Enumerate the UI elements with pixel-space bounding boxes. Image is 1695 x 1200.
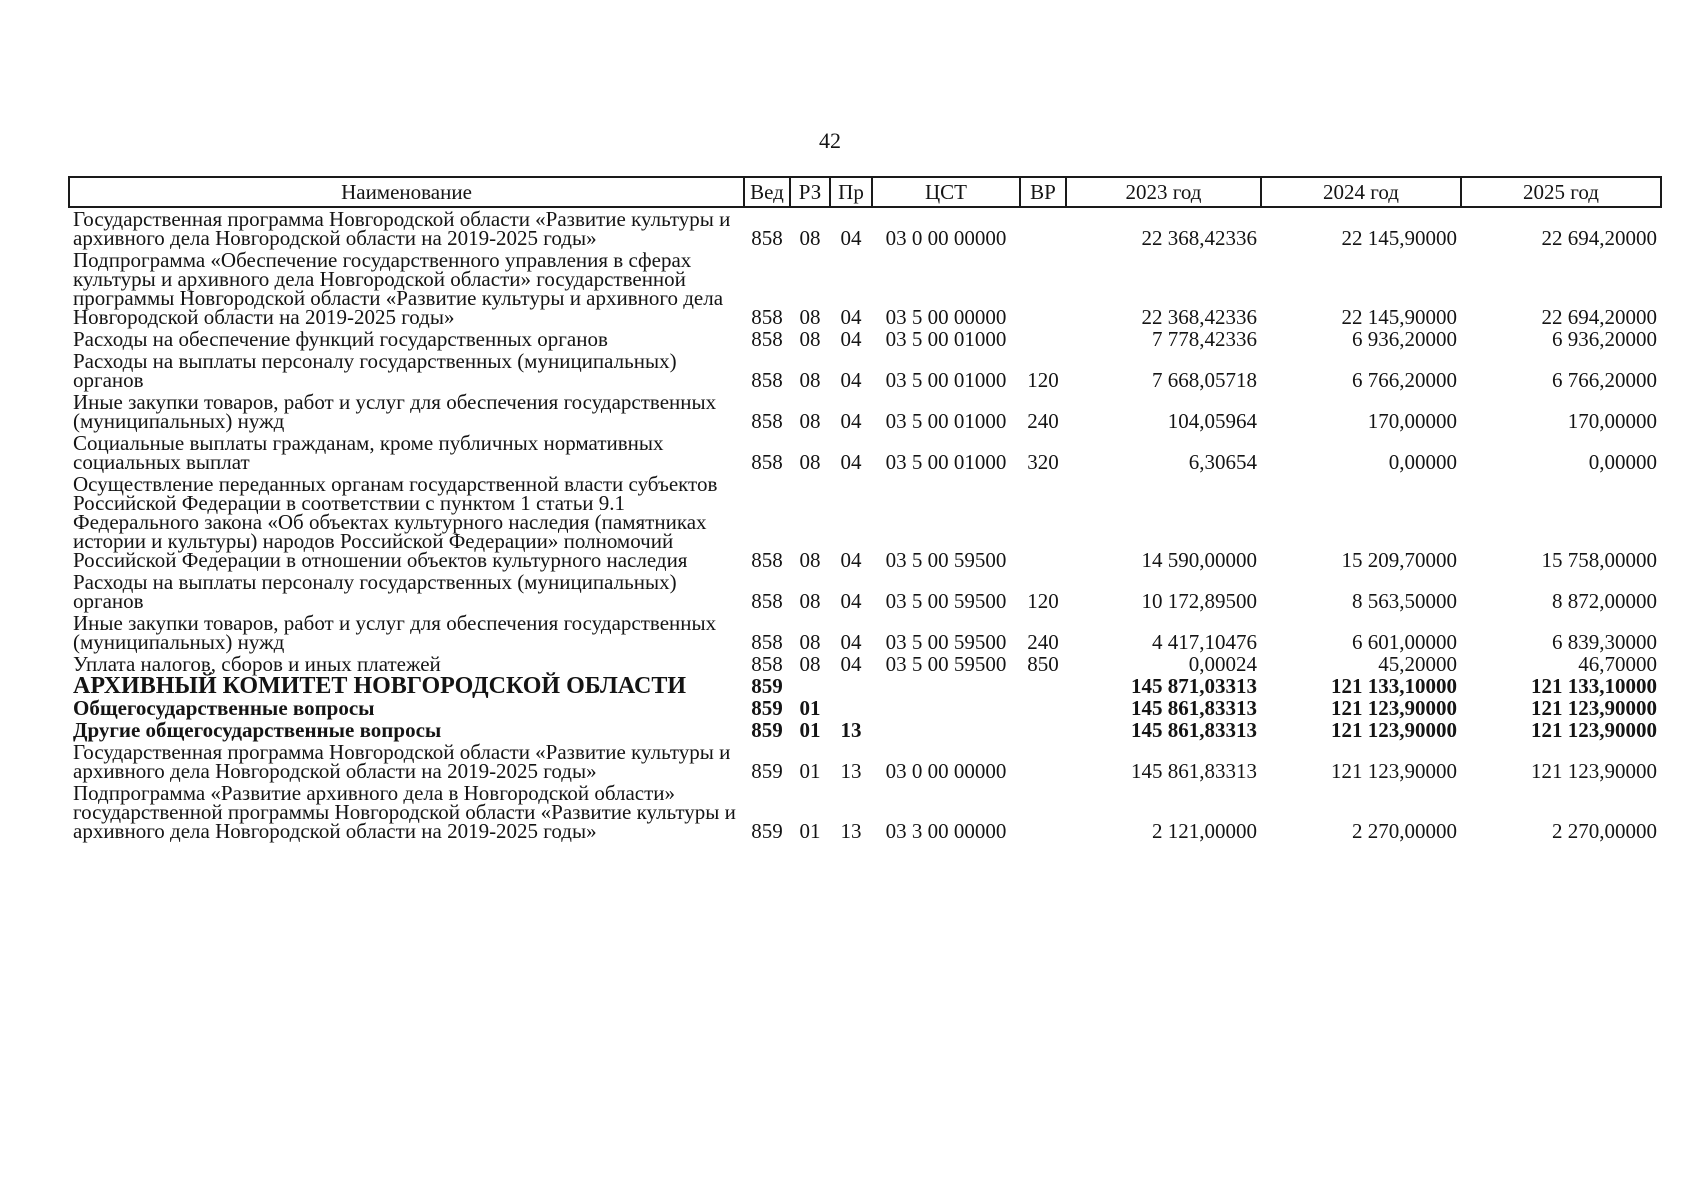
- table-row: [69, 473, 1661, 571]
- cell-rz: 08: [799, 548, 821, 572]
- cell-2025: 121 133,10000: [1531, 674, 1657, 698]
- cell-2024: 0,00000: [1388, 450, 1457, 474]
- cell-2024: 8 563,50000: [1352, 589, 1457, 613]
- cell-pr: 04: [840, 226, 862, 250]
- cell-ved: 858: [751, 409, 783, 433]
- cell-name: Государственная программа Новгородской области «Развитие культуры и архивного дела Новгородской области на 2019-2025 годы»: [73, 740, 731, 783]
- cell-name: Подпрограмма «Развитие архивного дела в Новгородской области» государственной программы Новгородской области «Развитие культуры и архивного дела Новгородской области на 2019-2025 годы»: [73, 781, 736, 843]
- cell-2025: 15 758,00000: [1541, 548, 1657, 572]
- cell-name: Иные закупки товаров, работ и услуг для обеспечения государственных (муниципальных) нужд: [73, 390, 717, 433]
- table-body: [69, 207, 1661, 842]
- cell-2023: 4 417,10476: [1152, 630, 1257, 654]
- cell-vr: [1020, 719, 1066, 741]
- cell-2023: 145 871,03313: [1131, 674, 1257, 698]
- table-row: [69, 612, 1661, 653]
- cell-ved: 859: [751, 718, 783, 742]
- cell-ved: 859: [751, 759, 783, 783]
- cell-ved: 858: [751, 630, 783, 654]
- cell-name: Общегосударственные вопросы: [73, 696, 375, 720]
- cell-pr: [830, 697, 872, 719]
- cell-vr: 120: [1027, 368, 1059, 392]
- cell-vr: [1020, 328, 1066, 350]
- cell-rz: 08: [799, 305, 821, 329]
- cell-name: Подпрограмма «Обеспечение государственного управления в сферах культуры и архивного дела Новгородской области» государственной программы Новгородской области «Развитие культуры и архивного дела Новгородской области на 2019-2025 годы»: [73, 248, 724, 329]
- cell-pr: 04: [840, 409, 862, 433]
- cell-2023: 22 368,42336: [1141, 305, 1257, 329]
- table-header: [69, 177, 1661, 207]
- cell-2024: 22 145,90000: [1341, 226, 1457, 250]
- table-row: [69, 207, 1661, 249]
- cell-2023: 7 668,05718: [1152, 368, 1257, 392]
- cell-2024: 6 936,20000: [1352, 327, 1457, 351]
- table-row: [69, 653, 1661, 675]
- cell-2023: 2 121,00000: [1152, 819, 1257, 843]
- cell-2025: 6 936,20000: [1552, 327, 1657, 351]
- cell-2025: 22 694,20000: [1541, 305, 1657, 329]
- cell-rz: 08: [799, 450, 821, 474]
- cell-pr: 13: [840, 759, 862, 783]
- column-header-2025: 2025 год: [1461, 177, 1661, 207]
- column-header-2024: 2024 год: [1261, 177, 1461, 207]
- cell-pr: 04: [840, 327, 862, 351]
- cell-ved: 858: [751, 450, 783, 474]
- column-header-ved: Вед: [744, 177, 790, 207]
- cell-2023: 7 778,42336: [1152, 327, 1257, 351]
- cell-2024: 6 601,00000: [1352, 630, 1457, 654]
- table-row: [69, 328, 1661, 350]
- cell-name: Социальные выплаты гражданам, кроме публичных нормативных социальных выплат: [73, 431, 664, 474]
- table-row: [69, 782, 1661, 842]
- cell-2023: 145 861,83313: [1131, 718, 1257, 742]
- cell-2023: 10 172,89500: [1141, 589, 1257, 613]
- cell-rz: 01: [799, 759, 821, 783]
- column-header-name: Наименование: [69, 177, 744, 207]
- cell-2023: 14 590,00000: [1141, 548, 1257, 572]
- cell-2023: 145 861,83313: [1131, 696, 1257, 720]
- table-row: [69, 249, 1661, 328]
- cell-rz: 08: [799, 327, 821, 351]
- cell-name: Осуществление переданных органам государственной власти субъектов Российской Федерации в соответствии с пунктом 1 статьи 9.1 Федерального закона «Об объектах культурного наследия (памятниках истории и культуры) народов Российской Федерации» полномочий Российской Федерации в отношении объектов культурного наследия: [73, 472, 718, 572]
- table-row: [69, 391, 1661, 432]
- cell-2025: 2 270,00000: [1552, 819, 1657, 843]
- column-header-rz: РЗ: [790, 177, 830, 207]
- cell-vr: [1020, 249, 1066, 328]
- cell-cst: 03 5 00 00000: [885, 305, 1007, 329]
- cell-vr: 320: [1027, 450, 1059, 474]
- table-row: [69, 719, 1661, 741]
- cell-vr: [1020, 697, 1066, 719]
- column-header-vr: ВР: [1020, 177, 1066, 207]
- table-row: [69, 350, 1661, 391]
- cell-pr: 04: [840, 652, 862, 676]
- cell-2024: 22 145,90000: [1341, 305, 1457, 329]
- page-number: 42: [819, 128, 841, 153]
- cell-cst: [872, 697, 1020, 719]
- cell-vr: [1020, 473, 1066, 571]
- cell-cst: 03 0 00 00000: [885, 759, 1007, 783]
- cell-vr: 850: [1027, 652, 1059, 676]
- cell-pr: 04: [840, 368, 862, 392]
- cell-pr: 04: [840, 305, 862, 329]
- cell-2025: 6 766,20000: [1552, 368, 1657, 392]
- cell-ved: 859: [751, 674, 783, 698]
- cell-rz: 01: [799, 696, 821, 720]
- table-row: [69, 741, 1661, 782]
- cell-ved: 858: [751, 548, 783, 572]
- cell-2024: 121 133,10000: [1331, 674, 1457, 698]
- cell-rz: 01: [799, 819, 821, 843]
- cell-2025: 6 839,30000: [1552, 630, 1657, 654]
- cell-cst: 03 5 00 59500: [885, 652, 1007, 676]
- cell-name: Расходы на выплаты персоналу государственных (муниципальных) органов: [73, 349, 677, 392]
- cell-2025: 0,00000: [1588, 450, 1657, 474]
- cell-vr: [1020, 782, 1066, 842]
- cell-2024: 170,00000: [1367, 409, 1457, 433]
- cell-2024: 121 123,90000: [1331, 718, 1457, 742]
- cell-ved: 858: [751, 652, 783, 676]
- header-row: [69, 177, 1661, 207]
- cell-name: Государственная программа Новгородской области «Развитие культуры и архивного дела Новгородской области на 2019-2025 годы»: [73, 207, 731, 250]
- table-row: [69, 571, 1661, 612]
- cell-cst: 03 3 00 00000: [885, 819, 1007, 843]
- cell-2025: 22 694,20000: [1541, 226, 1657, 250]
- cell-cst: 03 0 00 00000: [885, 226, 1007, 250]
- cell-ved: 858: [751, 327, 783, 351]
- cell-ved: 858: [751, 226, 783, 250]
- cell-2025: 170,00000: [1567, 409, 1657, 433]
- cell-2023: 22 368,42336: [1141, 226, 1257, 250]
- cell-2024: 6 766,20000: [1352, 368, 1457, 392]
- cell-ved: 859: [751, 819, 783, 843]
- cell-rz: 08: [799, 368, 821, 392]
- cell-2023: 6,30654: [1188, 450, 1257, 474]
- column-header-cst: ЦСТ: [872, 177, 1020, 207]
- cell-2025: 46,70000: [1578, 652, 1657, 676]
- cell-2024: 15 209,70000: [1341, 548, 1457, 572]
- table-row: [69, 697, 1661, 719]
- cell-ved: 858: [751, 305, 783, 329]
- cell-cst: [872, 719, 1020, 741]
- cell-cst: 03 5 00 59500: [885, 548, 1007, 572]
- column-header-2023: 2023 год: [1066, 177, 1261, 207]
- cell-2024: 45,20000: [1378, 652, 1457, 676]
- column-header-pr: Пр: [830, 177, 872, 207]
- cell-ved: 859: [751, 696, 783, 720]
- cell-pr: 04: [840, 589, 862, 613]
- cell-rz: [790, 675, 830, 697]
- cell-rz: 08: [799, 226, 821, 250]
- cell-pr: 13: [840, 819, 862, 843]
- cell-cst: 03 5 00 59500: [885, 630, 1007, 654]
- cell-vr: 120: [1027, 589, 1059, 613]
- cell-cst: 03 5 00 59500: [885, 589, 1007, 613]
- cell-vr: [1020, 207, 1066, 249]
- cell-ved: 858: [751, 589, 783, 613]
- cell-2025: 8 872,00000: [1552, 589, 1657, 613]
- table-row: [69, 675, 1661, 697]
- cell-2023: 0,00024: [1188, 652, 1257, 676]
- table-row: [69, 432, 1661, 473]
- cell-2025: 121 123,90000: [1531, 759, 1657, 783]
- cell-2024: 2 270,00000: [1352, 819, 1457, 843]
- cell-cst: 03 5 00 01000: [885, 409, 1007, 433]
- cell-2025: 121 123,90000: [1531, 718, 1657, 742]
- cell-2024: 121 123,90000: [1331, 759, 1457, 783]
- cell-cst: 03 5 00 01000: [885, 450, 1007, 474]
- cell-rz: 01: [799, 718, 821, 742]
- cell-pr: 04: [840, 630, 862, 654]
- cell-rz: 08: [799, 652, 821, 676]
- cell-rz: 08: [799, 589, 821, 613]
- cell-cst: [872, 675, 1020, 697]
- cell-vr: 240: [1027, 630, 1059, 654]
- cell-pr: 13: [840, 718, 862, 742]
- cell-vr: [1020, 675, 1066, 697]
- cell-2023: 104,05964: [1167, 409, 1257, 433]
- cell-vr: 240: [1027, 409, 1059, 433]
- cell-name: Расходы на обеспечение функций государственных органов: [73, 327, 608, 351]
- cell-cst: 03 5 00 01000: [885, 368, 1007, 392]
- cell-name: АРХИВНЫЙ КОМИТЕТ НОВГОРОДСКОЙ ОБЛАСТИ: [73, 673, 687, 699]
- cell-name: Уплата налогов, сборов и иных платежей: [73, 652, 441, 676]
- cell-rz: 08: [799, 630, 821, 654]
- cell-pr: 04: [840, 450, 862, 474]
- cell-2023: 145 861,83313: [1131, 759, 1257, 783]
- cell-name: Другие общегосударственные вопросы: [73, 718, 442, 742]
- budget-table: [68, 176, 1662, 842]
- cell-2024: 121 123,90000: [1331, 696, 1457, 720]
- cell-2025: 121 123,90000: [1531, 696, 1657, 720]
- cell-rz: 08: [799, 409, 821, 433]
- cell-ved: 858: [751, 368, 783, 392]
- cell-vr: [1020, 741, 1066, 782]
- cell-name: Иные закупки товаров, работ и услуг для обеспечения государственных (муниципальных) нужд: [73, 611, 717, 654]
- cell-cst: 03 5 00 01000: [885, 327, 1007, 351]
- cell-pr: 04: [840, 548, 862, 572]
- cell-pr: [830, 675, 872, 697]
- cell-name: Расходы на выплаты персоналу государственных (муниципальных) органов: [73, 570, 677, 613]
